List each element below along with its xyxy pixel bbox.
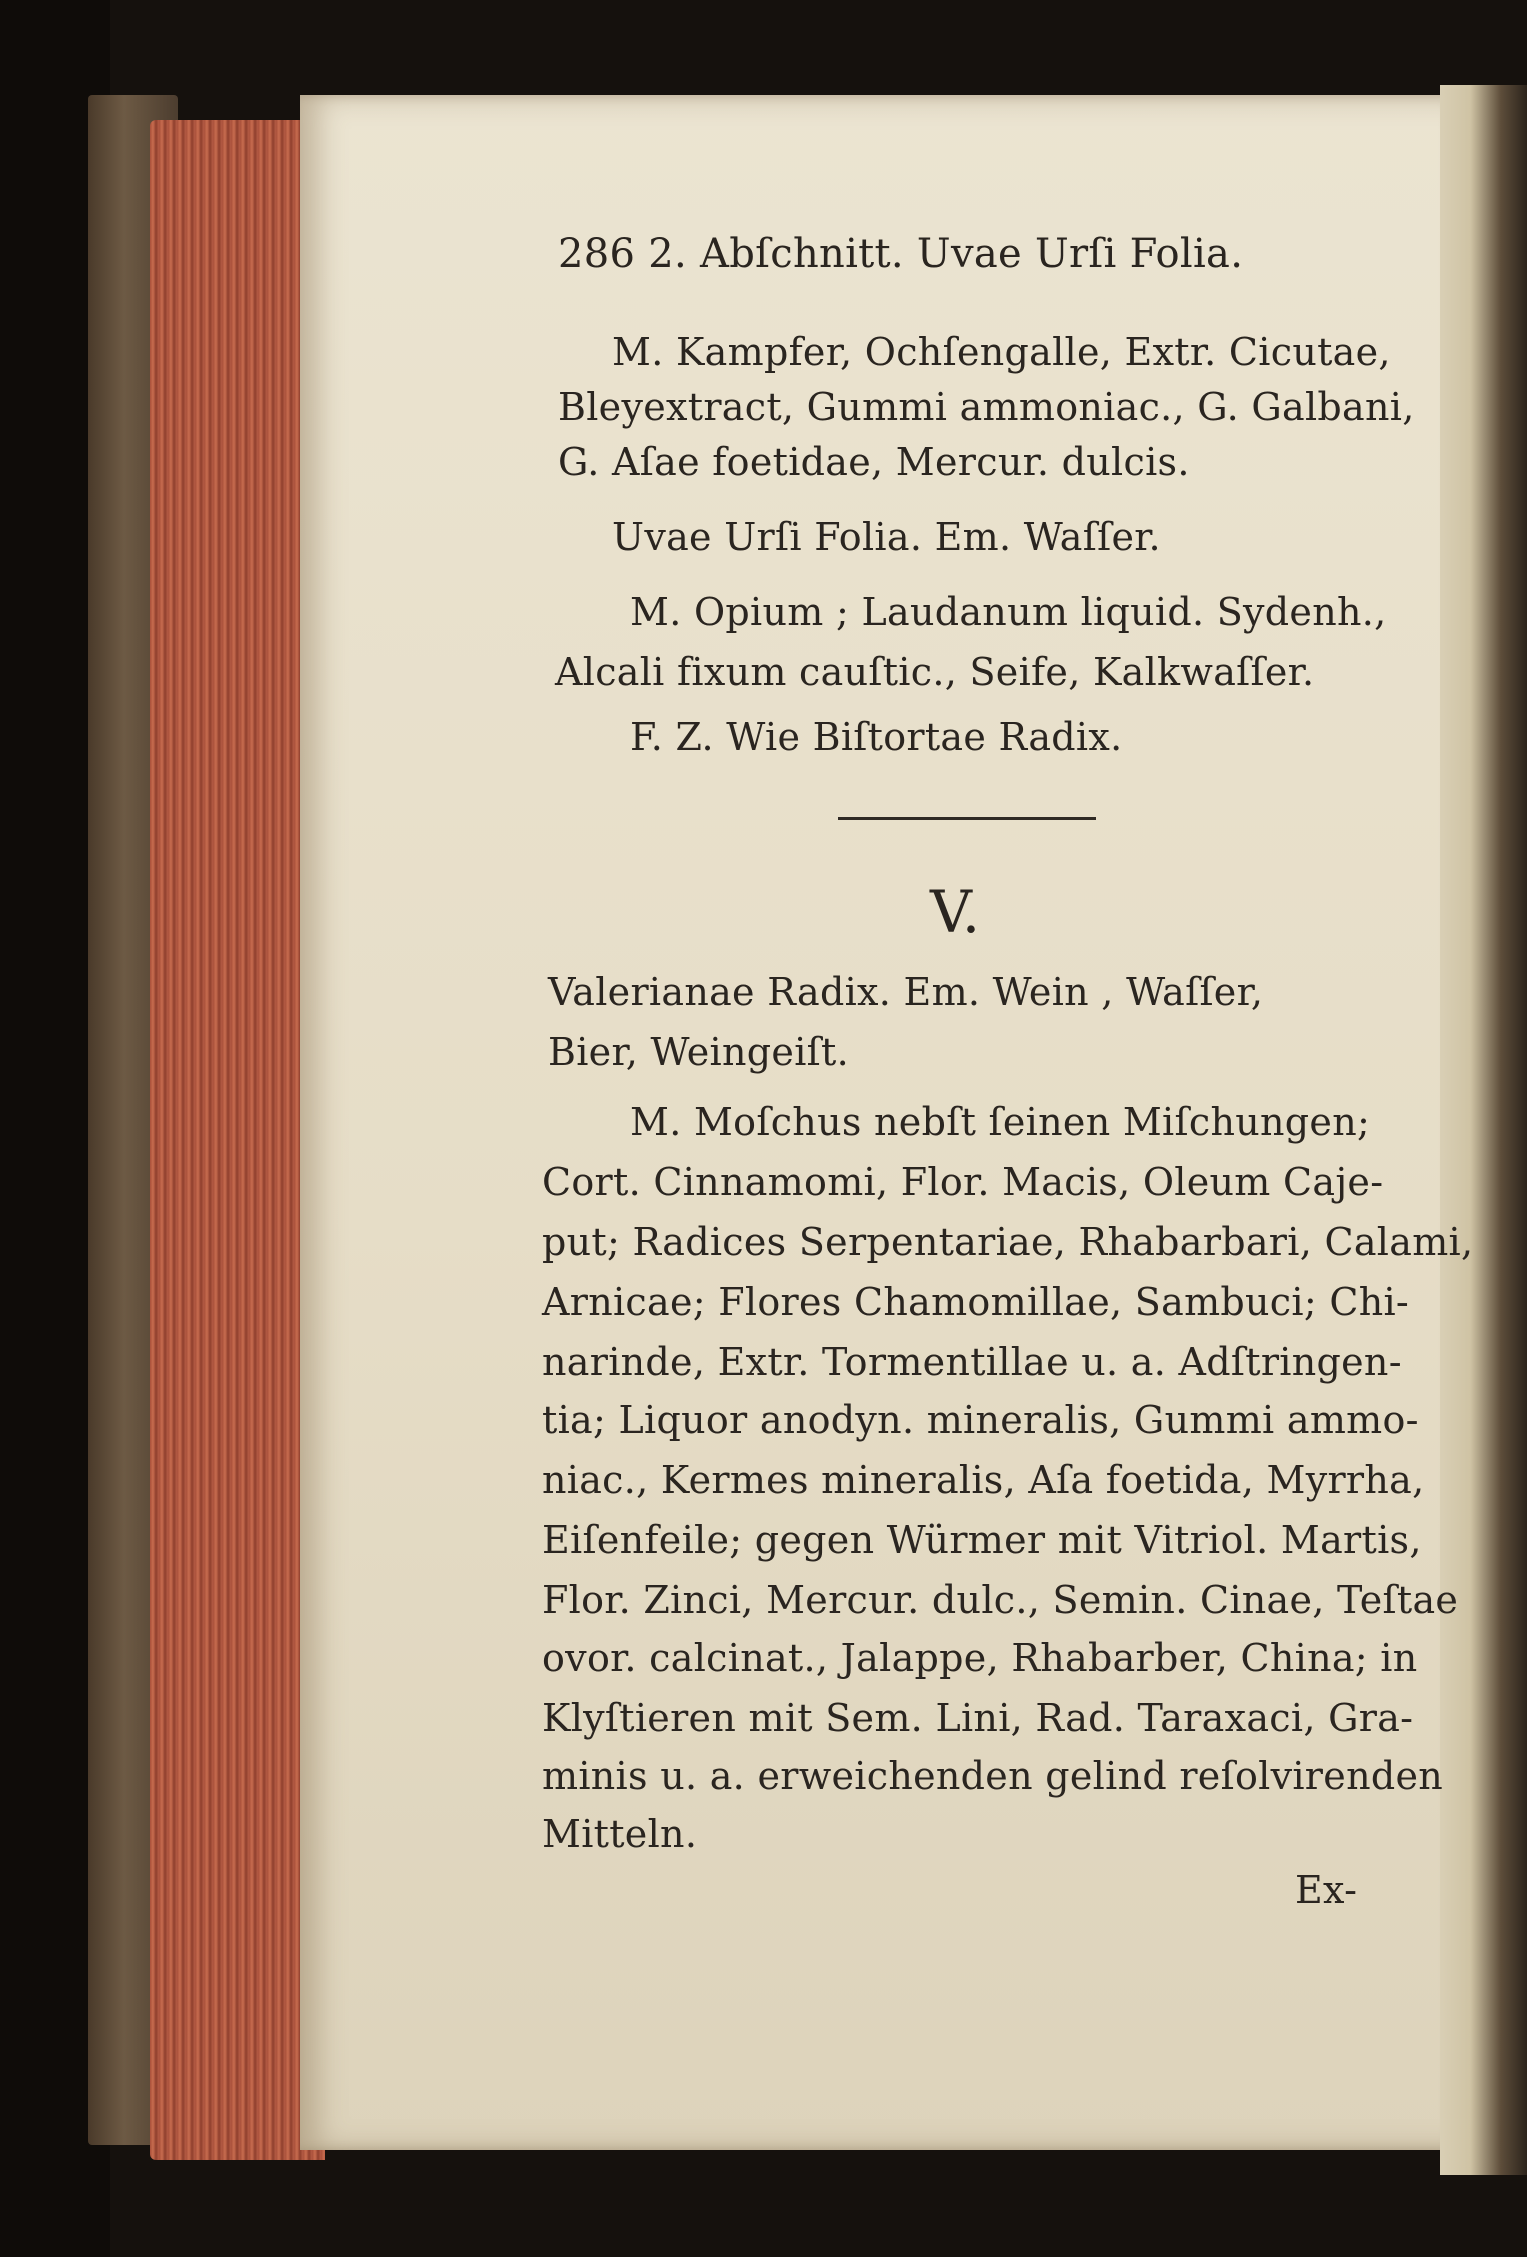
text-line: Mitteln. xyxy=(542,1812,698,1856)
text-line: Bleyextract, Gummi ammoniac., G. Galbani, xyxy=(558,385,1415,429)
text-line: Arnicae; Flores Chamomillae, Sambuci; Chi- xyxy=(542,1280,1410,1324)
text-line: Flor. Zinci, Mercur. dulc., Semin. Cinae, Teſtae xyxy=(542,1578,1459,1622)
text-line: Alcali fixum cauſtic., Seife, Kalkwaſſer. xyxy=(555,650,1315,694)
text-line: Bier, Weingeiſt. xyxy=(548,1030,849,1074)
section-divider-rule xyxy=(838,817,1096,820)
text-line: Uvae Urſi Folia. Em. Waſſer. xyxy=(612,515,1161,559)
text-line: M. Opium ; Laudanum liquid. Sydenh., xyxy=(630,590,1387,634)
text-line: Eiſenfeile; gegen Würmer mit Vitriol. Martis, xyxy=(542,1518,1422,1562)
text-line: minis u. a. erweichenden gelind reſolvirenden xyxy=(542,1754,1444,1798)
text-line: niac., Kermes mineralis, Aſa foetida, Myrrha, xyxy=(542,1458,1425,1502)
text-line: G. Aſae foetidae, Mercur. dulcis. xyxy=(558,440,1190,484)
text-line: put; Radices Serpentariae, Rhabarbari, Calami, xyxy=(542,1220,1474,1264)
text-line: ovor. calcinat., Jalappe, Rhabarber, China; in xyxy=(542,1636,1418,1680)
text-line: tia; Liquor anodyn. mineralis, Gummi ammo- xyxy=(542,1398,1419,1442)
text-line: narinde, Extr. Tormentillae u. a. Adſtringen- xyxy=(542,1340,1402,1384)
section-letter: V. xyxy=(930,878,981,946)
text-line: Valerianae Radix. Em. Wein , Waſſer, xyxy=(548,970,1264,1014)
text-line: M. Moſchus nebſt ſeinen Miſchungen; xyxy=(630,1100,1371,1144)
text-line: Klyſtieren mit Sem. Lini, Rad. Taraxaci, Gra- xyxy=(542,1696,1414,1740)
text-line: Cort. Cinnamomi, Flor. Macis, Oleum Caje- xyxy=(542,1160,1384,1204)
text-line: F. Z. Wie Biſtortae Radix. xyxy=(630,715,1123,759)
catchword: Ex- xyxy=(1295,1868,1358,1912)
text-line: M. Kampfer, Ochſengalle, Extr. Cicutae, xyxy=(612,330,1391,374)
running-header: 286 2. Abſchnitt. Uvae Urſi Folia. xyxy=(558,231,1244,277)
